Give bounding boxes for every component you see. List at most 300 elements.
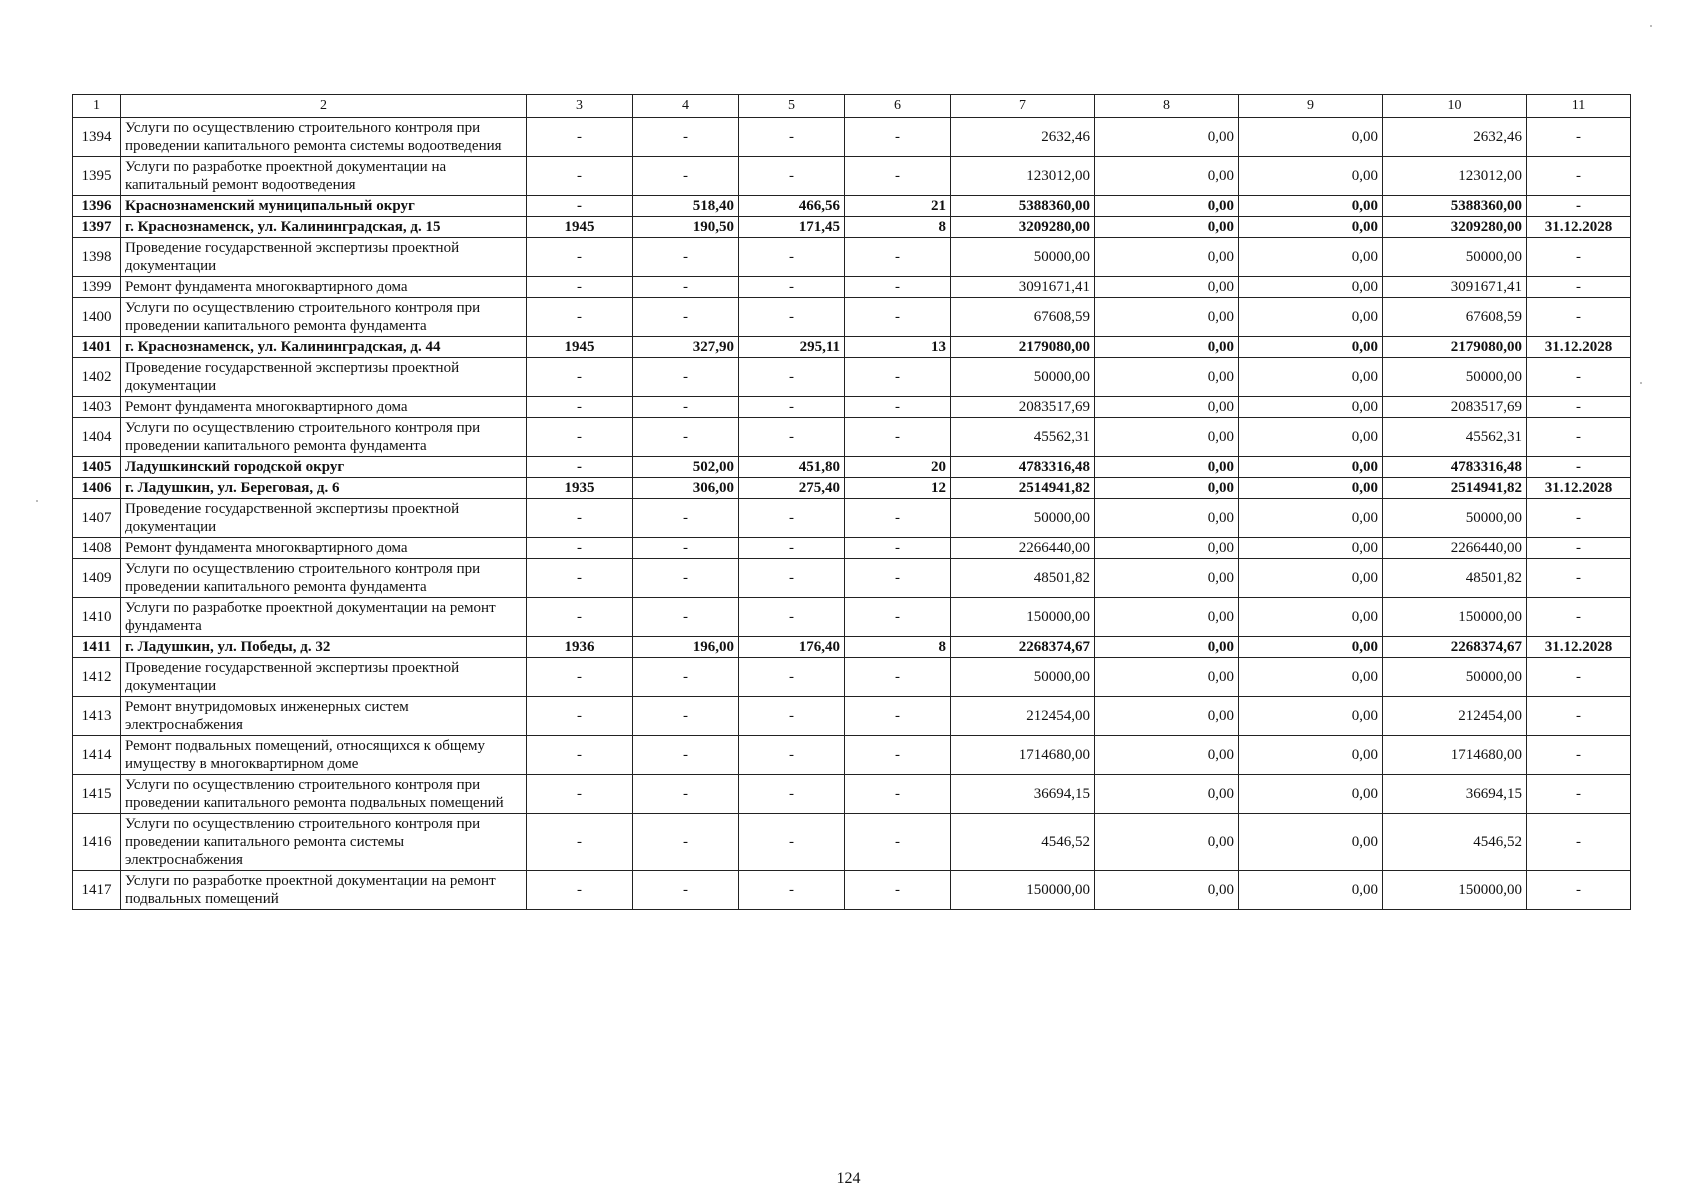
row-number: 1415 [73, 775, 121, 814]
cell-col3: - [527, 499, 633, 538]
cell-col3: - [527, 598, 633, 637]
cell-col8: 0,00 [1095, 337, 1239, 358]
cell-col3: - [527, 736, 633, 775]
cell-col4: 306,00 [633, 478, 739, 499]
cell-col9: 0,00 [1239, 196, 1383, 217]
cell-col8: 0,00 [1095, 478, 1239, 499]
cell-col3: - [527, 118, 633, 157]
cell-col9: 0,00 [1239, 697, 1383, 736]
cell-col3: - [527, 238, 633, 277]
cell-col10: 45562,31 [1383, 418, 1527, 457]
cell-col11: - [1527, 238, 1631, 277]
cell-col6: - [845, 658, 951, 697]
cell-col7: 45562,31 [951, 418, 1095, 457]
cell-col11: 31.12.2028 [1527, 637, 1631, 658]
cell-col10: 2266440,00 [1383, 538, 1527, 559]
cell-col7: 50000,00 [951, 658, 1095, 697]
cell-col11: - [1527, 358, 1631, 397]
cell-col3: - [527, 814, 633, 871]
column-header-3: 3 [527, 95, 633, 118]
cell-col8: 0,00 [1095, 814, 1239, 871]
cell-col6: - [845, 814, 951, 871]
cell-col11: 31.12.2028 [1527, 337, 1631, 358]
cell-col9: 0,00 [1239, 658, 1383, 697]
cell-col10: 2268374,67 [1383, 637, 1527, 658]
cell-col5: - [739, 298, 845, 337]
cell-col3: - [527, 196, 633, 217]
cell-col3: 1936 [527, 637, 633, 658]
cell-col10: 50000,00 [1383, 238, 1527, 277]
table-row [73, 658, 1631, 697]
cell-col9: 0,00 [1239, 871, 1383, 910]
cell-col7: 2266440,00 [951, 538, 1095, 559]
table-row [73, 736, 1631, 775]
column-header-10: 10 [1383, 95, 1527, 118]
cell-col11: - [1527, 157, 1631, 196]
cell-col9: 0,00 [1239, 775, 1383, 814]
table-row [73, 871, 1631, 910]
cell-col8: 0,00 [1095, 277, 1239, 298]
cell-col6: 8 [845, 217, 951, 238]
cell-col6: - [845, 277, 951, 298]
row-number: 1395 [73, 157, 121, 196]
cell-col6: - [845, 157, 951, 196]
cell-col7: 50000,00 [951, 238, 1095, 277]
row-number: 1408 [73, 538, 121, 559]
cell-col10: 2179080,00 [1383, 337, 1527, 358]
cell-col6: - [845, 358, 951, 397]
cell-col11: - [1527, 277, 1631, 298]
cell-col10: 5388360,00 [1383, 196, 1527, 217]
cell-col3: - [527, 775, 633, 814]
cell-col9: 0,00 [1239, 736, 1383, 775]
cell-col6: - [845, 118, 951, 157]
cell-col3: - [527, 157, 633, 196]
cell-col10: 4783316,48 [1383, 457, 1527, 478]
cell-col11: - [1527, 658, 1631, 697]
cell-col4: - [633, 598, 739, 637]
column-header-6: 6 [845, 95, 951, 118]
cell-col6: 8 [845, 637, 951, 658]
cell-col4: - [633, 238, 739, 277]
cell-col8: 0,00 [1095, 418, 1239, 457]
header-row [73, 95, 1631, 118]
cell-col11: - [1527, 871, 1631, 910]
cell-col5: - [739, 238, 845, 277]
table-row [73, 775, 1631, 814]
cell-col4: - [633, 697, 739, 736]
row-number: 1412 [73, 658, 121, 697]
row-number: 1407 [73, 499, 121, 538]
column-header-8: 8 [1095, 95, 1239, 118]
cell-col8: 0,00 [1095, 457, 1239, 478]
cell-col9: 0,00 [1239, 457, 1383, 478]
cell-col6: - [845, 499, 951, 538]
cell-col7: 36694,15 [951, 775, 1095, 814]
row-number: 1405 [73, 457, 121, 478]
cell-col5: - [739, 157, 845, 196]
row-description: Услуги по осуществлению строительного контроля при проведении капитального ремонта фундамента [121, 418, 527, 457]
cell-col4: - [633, 298, 739, 337]
cell-col5: - [739, 814, 845, 871]
cell-col5: 451,80 [739, 457, 845, 478]
cell-col5: - [739, 499, 845, 538]
cell-col9: 0,00 [1239, 337, 1383, 358]
table-row [73, 598, 1631, 637]
cell-col3: - [527, 538, 633, 559]
table-row [73, 358, 1631, 397]
cell-col9: 0,00 [1239, 814, 1383, 871]
cell-col4: - [633, 118, 739, 157]
cell-col7: 123012,00 [951, 157, 1095, 196]
scan-speck [1640, 382, 1642, 384]
cell-col11: 31.12.2028 [1527, 478, 1631, 499]
cell-col3: - [527, 457, 633, 478]
row-number: 1399 [73, 277, 121, 298]
cell-col11: - [1527, 559, 1631, 598]
cell-col6: - [845, 871, 951, 910]
cell-col10: 150000,00 [1383, 871, 1527, 910]
row-number: 1410 [73, 598, 121, 637]
table-row [73, 118, 1631, 157]
cell-col7: 3209280,00 [951, 217, 1095, 238]
cell-col7: 4546,52 [951, 814, 1095, 871]
cell-col3: - [527, 871, 633, 910]
cell-col10: 2514941,82 [1383, 478, 1527, 499]
cell-col6: - [845, 559, 951, 598]
cell-col5: - [739, 418, 845, 457]
row-number: 1411 [73, 637, 121, 658]
row-description: Услуги по осуществлению строительного контроля при проведении капитального ремонта системы электроснабжения [121, 814, 527, 871]
column-header-9: 9 [1239, 95, 1383, 118]
cell-col8: 0,00 [1095, 397, 1239, 418]
row-description: Ремонт подвальных помещений, относящихся к общему имуществу в многоквартирном доме [121, 736, 527, 775]
cell-col4: - [633, 736, 739, 775]
cell-col8: 0,00 [1095, 157, 1239, 196]
cell-col7: 150000,00 [951, 598, 1095, 637]
scan-speck [36, 500, 38, 502]
cell-col4: - [633, 418, 739, 457]
cell-col5: 275,40 [739, 478, 845, 499]
row-number: 1400 [73, 298, 121, 337]
cell-col4: 190,50 [633, 217, 739, 238]
cell-col9: 0,00 [1239, 598, 1383, 637]
cell-col7: 2268374,67 [951, 637, 1095, 658]
row-description: Краснознаменский муниципальный округ [121, 196, 527, 217]
cell-col5: - [739, 658, 845, 697]
table-row [73, 337, 1631, 358]
table-row [73, 157, 1631, 196]
row-description: Ремонт внутридомовых инженерных систем электроснабжения [121, 697, 527, 736]
cell-col6: - [845, 298, 951, 337]
cell-col3: - [527, 277, 633, 298]
row-description: Услуги по осуществлению строительного контроля при проведении капитального ремонта фундамента [121, 559, 527, 598]
cell-col10: 1714680,00 [1383, 736, 1527, 775]
cell-col11: - [1527, 814, 1631, 871]
table-row [73, 499, 1631, 538]
cell-col5: - [739, 538, 845, 559]
cell-col9: 0,00 [1239, 559, 1383, 598]
cell-col5: 466,56 [739, 196, 845, 217]
cell-col4: 518,40 [633, 196, 739, 217]
cell-col7: 2179080,00 [951, 337, 1095, 358]
table-row [73, 814, 1631, 871]
cell-col4: - [633, 559, 739, 598]
cell-col10: 212454,00 [1383, 697, 1527, 736]
cell-col11: - [1527, 457, 1631, 478]
row-number: 1414 [73, 736, 121, 775]
row-number: 1402 [73, 358, 121, 397]
row-description: Услуги по осуществлению строительного контроля при проведении капитального ремонта системы водоотведения [121, 118, 527, 157]
cell-col6: - [845, 736, 951, 775]
row-number: 1401 [73, 337, 121, 358]
cell-col9: 0,00 [1239, 397, 1383, 418]
cell-col5: 176,40 [739, 637, 845, 658]
table-row [73, 277, 1631, 298]
row-description: Услуги по осуществлению строительного контроля при проведении капитального ремонта подвальных помещений [121, 775, 527, 814]
row-description: Проведение государственной экспертизы проектной документации [121, 658, 527, 697]
cell-col5: - [739, 397, 845, 418]
row-description: Проведение государственной экспертизы проектной документации [121, 358, 527, 397]
cell-col4: - [633, 358, 739, 397]
cell-col3: - [527, 559, 633, 598]
row-number: 1416 [73, 814, 121, 871]
cell-col4: - [633, 538, 739, 559]
cell-col7: 2083517,69 [951, 397, 1095, 418]
table-row [73, 457, 1631, 478]
cell-col11: - [1527, 538, 1631, 559]
cell-col3: - [527, 358, 633, 397]
cell-col3: - [527, 697, 633, 736]
column-header-11: 11 [1527, 95, 1631, 118]
cell-col8: 0,00 [1095, 499, 1239, 538]
cell-col5: - [739, 118, 845, 157]
row-description: Услуги по осуществлению строительного контроля при проведении капитального ремонта фундамента [121, 298, 527, 337]
cell-col9: 0,00 [1239, 538, 1383, 559]
table-row [73, 637, 1631, 658]
cell-col5: 171,45 [739, 217, 845, 238]
cell-col3: - [527, 298, 633, 337]
cell-col7: 2632,46 [951, 118, 1095, 157]
row-description: г. Краснознаменск, ул. Калининградская, д. 15 [121, 217, 527, 238]
table-row [73, 559, 1631, 598]
cell-col7: 50000,00 [951, 499, 1095, 538]
cell-col4: 196,00 [633, 637, 739, 658]
cell-col6: - [845, 418, 951, 457]
cell-col6: 21 [845, 196, 951, 217]
cell-col4: - [633, 871, 739, 910]
cell-col9: 0,00 [1239, 358, 1383, 397]
row-description: Проведение государственной экспертизы проектной документации [121, 238, 527, 277]
cell-col5: - [739, 775, 845, 814]
cell-col10: 48501,82 [1383, 559, 1527, 598]
row-number: 1406 [73, 478, 121, 499]
cell-col8: 0,00 [1095, 697, 1239, 736]
row-description: г. Ладушкин, ул. Береговая, д. 6 [121, 478, 527, 499]
cell-col11: - [1527, 418, 1631, 457]
cell-col11: - [1527, 397, 1631, 418]
cell-col5: - [739, 277, 845, 298]
cell-col5: 295,11 [739, 337, 845, 358]
column-header-5: 5 [739, 95, 845, 118]
row-description: Проведение государственной экспертизы проектной документации [121, 499, 527, 538]
cell-col9: 0,00 [1239, 277, 1383, 298]
cell-col6: - [845, 538, 951, 559]
cell-col10: 3209280,00 [1383, 217, 1527, 238]
cell-col5: - [739, 358, 845, 397]
cell-col10: 3091671,41 [1383, 277, 1527, 298]
capital-repair-table [72, 94, 1631, 910]
cell-col10: 2632,46 [1383, 118, 1527, 157]
cell-col8: 0,00 [1095, 658, 1239, 697]
cell-col9: 0,00 [1239, 238, 1383, 277]
table-row [73, 238, 1631, 277]
table-row [73, 418, 1631, 457]
row-description: г. Краснознаменск, ул. Калининградская, д. 44 [121, 337, 527, 358]
cell-col5: - [739, 871, 845, 910]
cell-col9: 0,00 [1239, 637, 1383, 658]
cell-col11: - [1527, 196, 1631, 217]
row-number: 1398 [73, 238, 121, 277]
cell-col8: 0,00 [1095, 196, 1239, 217]
row-description: Ремонт фундамента многоквартирного дома [121, 538, 527, 559]
cell-col7: 5388360,00 [951, 196, 1095, 217]
cell-col3: - [527, 418, 633, 457]
cell-col8: 0,00 [1095, 775, 1239, 814]
cell-col7: 48501,82 [951, 559, 1095, 598]
row-description: Ремонт фундамента многоквартирного дома [121, 277, 527, 298]
cell-col5: - [739, 598, 845, 637]
cell-col8: 0,00 [1095, 358, 1239, 397]
cell-col7: 1714680,00 [951, 736, 1095, 775]
row-description: Ремонт фундамента многоквартирного дома [121, 397, 527, 418]
cell-col10: 50000,00 [1383, 658, 1527, 697]
cell-col9: 0,00 [1239, 418, 1383, 457]
cell-col10: 123012,00 [1383, 157, 1527, 196]
cell-col6: - [845, 397, 951, 418]
cell-col9: 0,00 [1239, 217, 1383, 238]
cell-col8: 0,00 [1095, 118, 1239, 157]
cell-col8: 0,00 [1095, 871, 1239, 910]
table-row [73, 538, 1631, 559]
column-header-2: 2 [121, 95, 527, 118]
row-description: Услуги по разработке проектной документации на ремонт фундамента [121, 598, 527, 637]
cell-col6: - [845, 238, 951, 277]
cell-col4: 327,90 [633, 337, 739, 358]
row-number: 1397 [73, 217, 121, 238]
page-number: 124 [836, 1170, 861, 1187]
cell-col11: - [1527, 118, 1631, 157]
cell-col3: 1945 [527, 337, 633, 358]
cell-col11: - [1527, 598, 1631, 637]
row-description: Ладушкинский городской округ [121, 457, 527, 478]
table-row [73, 697, 1631, 736]
cell-col6: - [845, 598, 951, 637]
row-number: 1409 [73, 559, 121, 598]
cell-col9: 0,00 [1239, 298, 1383, 337]
cell-col6: - [845, 697, 951, 736]
cell-col10: 4546,52 [1383, 814, 1527, 871]
cell-col4: - [633, 814, 739, 871]
cell-col4: - [633, 397, 739, 418]
cell-col10: 50000,00 [1383, 358, 1527, 397]
table-row [73, 298, 1631, 337]
table-row [73, 397, 1631, 418]
cell-col9: 0,00 [1239, 499, 1383, 538]
cell-col4: - [633, 499, 739, 538]
cell-col4: - [633, 658, 739, 697]
cell-col11: 31.12.2028 [1527, 217, 1631, 238]
cell-col11: - [1527, 697, 1631, 736]
cell-col9: 0,00 [1239, 118, 1383, 157]
table-row [73, 196, 1631, 217]
row-description: Услуги по разработке проектной документации на капитальный ремонт водоотведения [121, 157, 527, 196]
row-number: 1413 [73, 697, 121, 736]
table-body [73, 118, 1631, 910]
row-number: 1394 [73, 118, 121, 157]
row-description: г. Ладушкин, ул. Победы, д. 32 [121, 637, 527, 658]
cell-col8: 0,00 [1095, 298, 1239, 337]
cell-col7: 67608,59 [951, 298, 1095, 337]
row-number: 1396 [73, 196, 121, 217]
cell-col9: 0,00 [1239, 157, 1383, 196]
cell-col3: 1935 [527, 478, 633, 499]
scan-speck [1650, 25, 1652, 27]
cell-col8: 0,00 [1095, 736, 1239, 775]
column-header-4: 4 [633, 95, 739, 118]
cell-col5: - [739, 736, 845, 775]
cell-col10: 150000,00 [1383, 598, 1527, 637]
cell-col4: 502,00 [633, 457, 739, 478]
cell-col10: 50000,00 [1383, 499, 1527, 538]
cell-col7: 2514941,82 [951, 478, 1095, 499]
cell-col4: - [633, 775, 739, 814]
column-header-7: 7 [951, 95, 1095, 118]
cell-col6: 13 [845, 337, 951, 358]
cell-col3: 1945 [527, 217, 633, 238]
row-number: 1417 [73, 871, 121, 910]
cell-col7: 4783316,48 [951, 457, 1095, 478]
cell-col8: 0,00 [1095, 598, 1239, 637]
row-description: Услуги по разработке проектной документации на ремонт подвальных помещений [121, 871, 527, 910]
cell-col10: 36694,15 [1383, 775, 1527, 814]
column-header-1: 1 [73, 95, 121, 118]
cell-col8: 0,00 [1095, 238, 1239, 277]
cell-col6: 20 [845, 457, 951, 478]
table-row [73, 478, 1631, 499]
table-row [73, 217, 1631, 238]
row-number: 1403 [73, 397, 121, 418]
cell-col7: 212454,00 [951, 697, 1095, 736]
cell-col9: 0,00 [1239, 478, 1383, 499]
cell-col4: - [633, 157, 739, 196]
cell-col7: 150000,00 [951, 871, 1095, 910]
cell-col8: 0,00 [1095, 217, 1239, 238]
cell-col10: 2083517,69 [1383, 397, 1527, 418]
cell-col3: - [527, 658, 633, 697]
cell-col6: - [845, 775, 951, 814]
cell-col3: - [527, 397, 633, 418]
cell-col7: 3091671,41 [951, 277, 1095, 298]
cell-col8: 0,00 [1095, 637, 1239, 658]
cell-col11: - [1527, 298, 1631, 337]
cell-col4: - [633, 277, 739, 298]
cell-col8: 0,00 [1095, 559, 1239, 598]
cell-col11: - [1527, 736, 1631, 775]
cell-col5: - [739, 697, 845, 736]
row-number: 1404 [73, 418, 121, 457]
cell-col10: 67608,59 [1383, 298, 1527, 337]
